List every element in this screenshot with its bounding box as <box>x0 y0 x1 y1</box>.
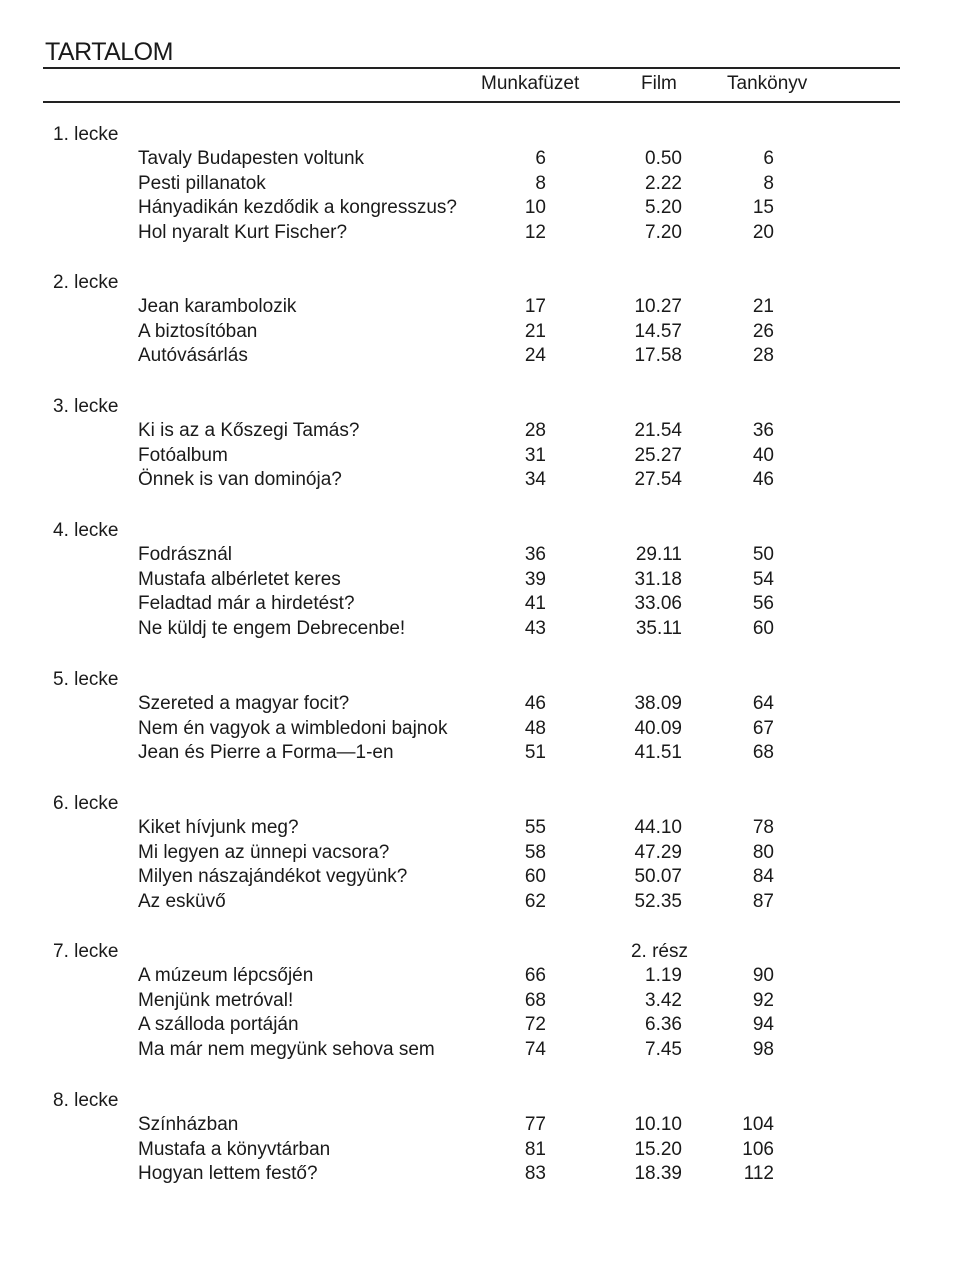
toc-row <box>0 321 960 345</box>
toc-row <box>0 1114 960 1138</box>
chapter-title: Autóvásárlás <box>138 345 248 366</box>
workbook-page: 41 <box>524 593 546 614</box>
workbook-page: 51 <box>524 742 546 763</box>
chapter-title: Milyen nászajándékot vegyünk? <box>138 866 408 887</box>
toc-row <box>0 891 960 915</box>
chapter-title: A biztosítóban <box>138 320 258 342</box>
film-time: 41.51 <box>634 742 682 763</box>
chapter-title: Mi legyen az ünnepi vacsora? <box>138 841 390 863</box>
toc-row <box>0 842 960 866</box>
film-time: 7.45 <box>645 1038 682 1060</box>
textbook-page: 21 <box>752 296 774 317</box>
toc-row <box>0 593 960 617</box>
textbook-page: 26 <box>752 320 774 342</box>
chapter-title: Nem én vagyok a wimbledoni bajnok <box>138 717 448 739</box>
textbook-page: 92 <box>752 989 774 1011</box>
lesson-label: 7. lecke <box>53 941 119 962</box>
toc-row <box>0 1163 960 1187</box>
toc-row <box>0 345 960 369</box>
film-time: 17.58 <box>634 345 682 366</box>
chapter-title: Hogyan lettem festő? <box>138 1163 318 1184</box>
film-time: 50.07 <box>634 866 682 887</box>
workbook-page: 36 <box>524 544 546 565</box>
workbook-page: 12 <box>524 221 546 243</box>
lesson-label: 6. lecke <box>53 793 119 814</box>
film-time: 14.57 <box>634 320 682 342</box>
textbook-page: 104 <box>742 1114 774 1135</box>
textbook-page: 56 <box>752 593 774 614</box>
film-time: 5.20 <box>645 197 682 218</box>
workbook-page: 48 <box>524 717 546 739</box>
chapter-title: Szereted a magyar focit? <box>138 693 350 714</box>
toc-row <box>0 197 960 221</box>
film-time: 15.20 <box>634 1138 682 1160</box>
textbook-page: 78 <box>752 817 774 838</box>
lesson-label: 5. lecke <box>53 669 119 690</box>
textbook-page: 112 <box>743 1163 774 1184</box>
textbook-page: 40 <box>752 444 774 466</box>
workbook-page: 31 <box>524 444 546 466</box>
page-title: TARTALOM <box>45 38 173 66</box>
film-time: 38.09 <box>634 693 682 714</box>
toc-row <box>0 296 960 320</box>
chapter-title: Fodrásznál <box>138 544 232 565</box>
chapter-title: A múzeum lépcsőjén <box>138 965 314 986</box>
workbook-page: 24 <box>524 345 546 366</box>
toc-row <box>0 148 960 172</box>
chapter-title: Mustafa a könyvtárban <box>138 1138 331 1160</box>
film-time: 31.18 <box>634 568 682 590</box>
lesson-label: 1. lecke <box>53 124 119 145</box>
workbook-page: 72 <box>524 1014 546 1035</box>
chapter-title: Tavaly Budapesten voltunk <box>138 148 365 169</box>
film-time: 44.10 <box>634 817 682 838</box>
column-header-workbook: Munkafüzet <box>481 73 580 94</box>
chapter-title: Hányadikán kezdődik a kongresszus? <box>138 197 457 218</box>
toc-row <box>0 222 960 246</box>
chapter-title: Ma már nem megyünk sehova sem <box>138 1038 435 1060</box>
chapter-title: Hol nyaralt Kurt Fischer? <box>138 221 348 243</box>
part-label: 2. rész <box>630 941 688 962</box>
film-time: 18.39 <box>634 1163 682 1184</box>
film-time: 29.11 <box>635 544 682 565</box>
workbook-page: 34 <box>524 469 546 490</box>
workbook-page: 58 <box>524 841 546 863</box>
textbook-page: 67 <box>752 717 774 739</box>
toc-row <box>0 544 960 568</box>
chapter-title: Menjünk metróval! <box>138 989 294 1011</box>
workbook-page: 68 <box>524 989 546 1011</box>
workbook-page: 60 <box>524 866 546 887</box>
chapter-title: Jean karambolozik <box>138 296 297 317</box>
workbook-page: 39 <box>524 568 546 590</box>
workbook-page: 81 <box>524 1138 546 1160</box>
toc-row <box>0 817 960 841</box>
textbook-page: 106 <box>742 1138 774 1160</box>
textbook-page: 90 <box>752 965 774 986</box>
chapter-title: Az esküvő <box>138 890 226 912</box>
chapter-title: Önnek is van dominója? <box>138 469 342 490</box>
chapter-title: Kiket hívjunk meg? <box>138 817 299 838</box>
workbook-page: 46 <box>524 693 546 714</box>
toc-row <box>0 718 960 742</box>
workbook-page: 21 <box>524 320 546 342</box>
toc-row <box>0 445 960 469</box>
film-time: 3.42 <box>645 989 682 1011</box>
textbook-page: 60 <box>752 617 774 639</box>
lesson-label: 2. lecke <box>53 272 119 293</box>
workbook-page: 10 <box>524 197 546 218</box>
film-time: 10.10 <box>634 1114 682 1135</box>
lesson-label: 3. lecke <box>53 396 119 417</box>
toc-row <box>0 1139 960 1163</box>
film-time: 2.22 <box>645 172 682 194</box>
textbook-page: 98 <box>752 1038 774 1060</box>
workbook-page: 62 <box>524 890 546 912</box>
film-time: 1.19 <box>645 965 682 986</box>
lesson-label: 4. lecke <box>53 520 119 541</box>
textbook-page: 15 <box>752 197 774 218</box>
textbook-page: 54 <box>752 568 774 590</box>
textbook-page: 84 <box>752 866 774 887</box>
workbook-page: 8 <box>535 172 546 194</box>
workbook-page: 55 <box>524 817 546 838</box>
workbook-page: 17 <box>524 296 546 317</box>
chapter-title: Pesti pillanatok <box>138 172 266 194</box>
textbook-page: 46 <box>752 469 774 490</box>
film-time: 40.09 <box>634 717 682 739</box>
column-header-film: Film <box>641 73 677 94</box>
workbook-page: 6 <box>535 148 546 169</box>
film-time: 35.11 <box>635 617 682 639</box>
workbook-page: 43 <box>524 617 546 639</box>
toc-row <box>0 965 960 989</box>
textbook-page: 87 <box>752 890 774 912</box>
toc-row <box>0 742 960 766</box>
film-time: 6.36 <box>645 1014 682 1035</box>
column-header-textbook: Tankönyv <box>727 73 808 94</box>
toc-row <box>0 866 960 890</box>
film-time: 52.35 <box>634 890 682 912</box>
film-time: 25.27 <box>634 444 682 466</box>
chapter-title: Ne küldj te engem Debrecenbe! <box>138 617 406 639</box>
film-time: 27.54 <box>634 469 682 490</box>
toc-row <box>0 173 960 197</box>
textbook-page: 8 <box>763 172 774 194</box>
toc-row <box>0 420 960 444</box>
film-time: 21.54 <box>634 420 682 441</box>
chapter-title: A szálloda portáján <box>138 1014 299 1035</box>
film-time: 33.06 <box>634 593 682 614</box>
lesson-label: 8. lecke <box>53 1090 119 1111</box>
textbook-page: 50 <box>752 544 774 565</box>
textbook-page: 6 <box>763 148 774 169</box>
textbook-page: 64 <box>752 693 774 714</box>
textbook-page: 94 <box>752 1014 774 1035</box>
textbook-page: 68 <box>752 742 774 763</box>
textbook-page: 28 <box>752 345 774 366</box>
film-time: 7.20 <box>645 221 682 243</box>
film-time: 0.50 <box>645 148 682 169</box>
title-rule <box>43 67 900 69</box>
toc-row <box>0 1014 960 1038</box>
workbook-page: 66 <box>524 965 546 986</box>
toc-row <box>0 469 960 493</box>
chapter-title: Jean és Pierre a Forma—1-en <box>138 742 394 763</box>
workbook-page: 83 <box>524 1163 546 1184</box>
textbook-page: 36 <box>752 420 774 441</box>
workbook-page: 77 <box>524 1114 546 1135</box>
toc-row <box>0 1039 960 1063</box>
film-time: 10.27 <box>634 296 682 317</box>
chapter-title: Ki is az a Kőszegi Tamás? <box>138 420 360 441</box>
header-rule <box>43 101 900 103</box>
film-time: 47.29 <box>634 841 682 863</box>
workbook-page: 74 <box>524 1038 546 1060</box>
textbook-page: 20 <box>752 221 774 243</box>
chapter-title: Mustafa albérletet keres <box>138 568 341 590</box>
chapter-title: Színházban <box>138 1114 239 1135</box>
chapter-title: Fotóalbum <box>138 444 228 466</box>
toc-row <box>0 990 960 1014</box>
workbook-page: 28 <box>524 420 546 441</box>
toc-row <box>0 618 960 642</box>
textbook-page: 80 <box>752 841 774 863</box>
toc-row <box>0 569 960 593</box>
toc-row <box>0 693 960 717</box>
chapter-title: Feladtad már a hirdetést? <box>138 593 355 614</box>
